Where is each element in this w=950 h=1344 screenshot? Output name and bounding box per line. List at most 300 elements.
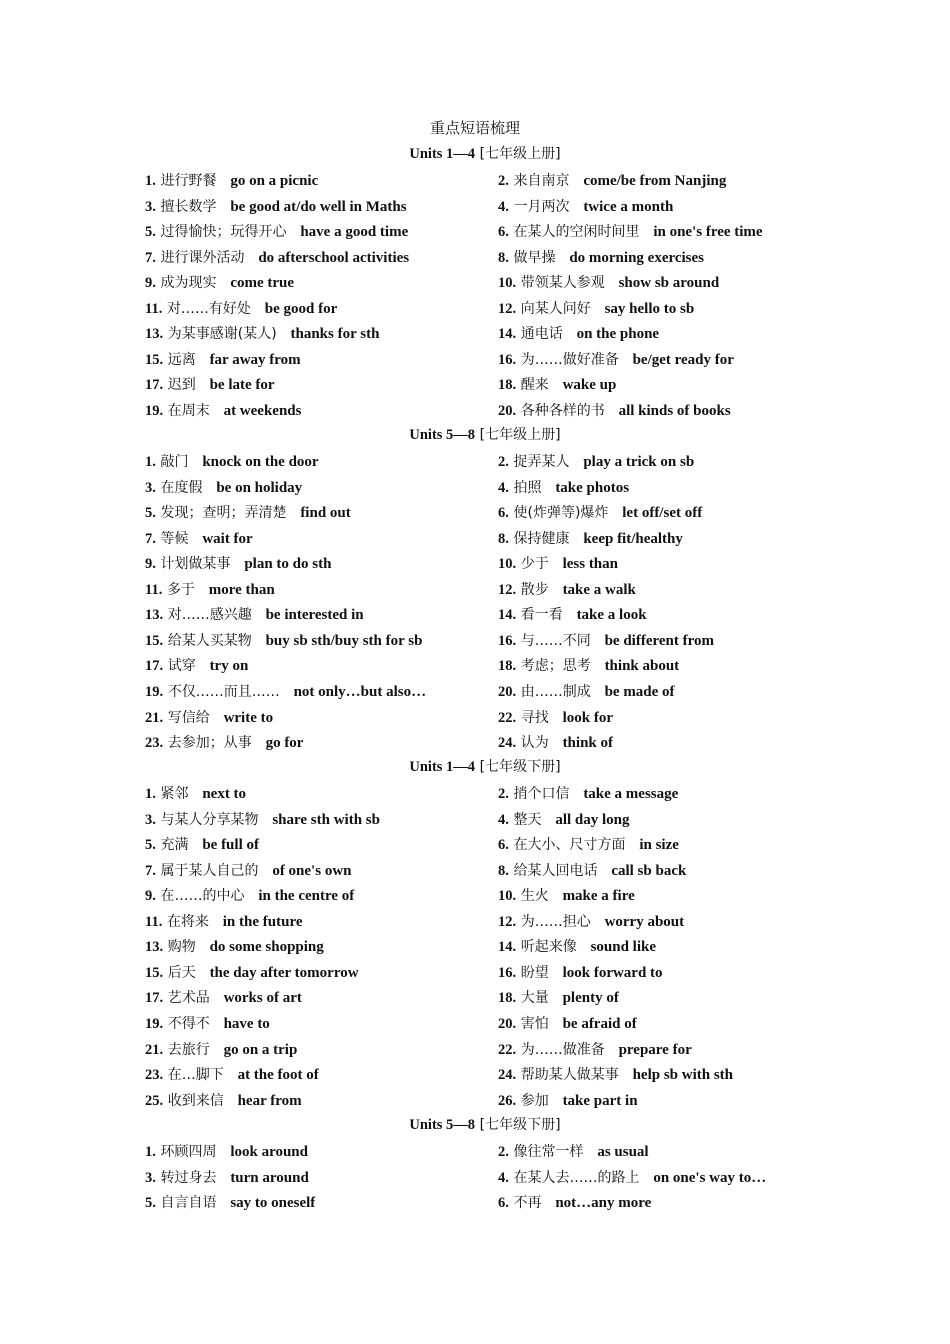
phrase-entry — [498, 987, 619, 1009]
phrase-row — [0, 1192, 950, 1218]
phrase-english: share sth with sb — [272, 811, 380, 828]
phrase-entry — [145, 221, 408, 243]
phrase-number: 16. — [498, 632, 517, 649]
phrase-english: plan to do sth — [244, 556, 332, 573]
phrase-chinese: 去旅行 — [167, 1041, 210, 1058]
phrase-number: 12. — [498, 300, 517, 317]
phrase-number: 4. — [498, 198, 509, 215]
phrase-chinese: 大量 — [520, 990, 549, 1007]
phrase-english: take part in — [562, 1092, 638, 1109]
phrase-row — [0, 987, 950, 1013]
section-grade: [七年级上册] — [479, 146, 561, 162]
phrase-number: 6. — [498, 224, 509, 241]
phrase-entry — [145, 298, 337, 320]
phrase-chinese: 听起来像 — [520, 939, 577, 956]
phrase-number: 24. — [498, 1067, 517, 1084]
phrase-chinese: 保持健康 — [513, 530, 570, 547]
phrase-english: think about — [604, 658, 680, 675]
phrase-english: next to — [202, 786, 247, 802]
phrase-entry — [145, 1064, 319, 1086]
phrase-english: look around — [230, 1144, 308, 1160]
phrase-row — [0, 1141, 950, 1167]
phrase-entry — [145, 604, 364, 626]
phrase-chinese: 试穿 — [167, 658, 196, 675]
phrase-row — [0, 911, 950, 937]
phrase-english: make a fire — [562, 888, 635, 905]
phrase-english: be on holiday — [216, 479, 303, 496]
phrase-chinese: 紧邻 — [160, 786, 189, 802]
phrase-row — [0, 1039, 950, 1065]
phrase-entry — [498, 681, 675, 703]
phrase-chinese: 与……不同 — [520, 632, 591, 649]
phrase-row — [0, 681, 950, 707]
phrase-row — [0, 885, 950, 911]
phrase-row — [0, 809, 950, 835]
phrase-english: more than — [208, 581, 275, 598]
phrase-row — [0, 604, 950, 630]
phrase-english: all day long — [555, 811, 630, 828]
phrase-number: 18. — [498, 377, 517, 394]
phrase-row — [0, 400, 950, 426]
phrase-entry — [145, 707, 273, 729]
phrase-number: 14. — [498, 939, 517, 956]
phrase-chinese: 属于某人自己的 — [160, 862, 259, 879]
phrase-number: 20. — [498, 1015, 517, 1032]
phrase-entry — [498, 1013, 637, 1035]
phrase-entry — [498, 962, 663, 984]
phrase-row — [0, 477, 950, 503]
phrase-row — [0, 528, 950, 554]
phrase-number: 3. — [145, 198, 156, 215]
phrase-entry — [498, 809, 630, 831]
phrase-number: 1. — [145, 1144, 156, 1160]
phrase-english: look forward to — [562, 964, 663, 981]
phrase-entry — [498, 528, 683, 550]
phrase-number: 3. — [145, 811, 156, 828]
phrase-chinese: 盼望 — [520, 964, 549, 981]
phrase-chinese: 为……做好准备 — [520, 351, 619, 368]
phrase-number: 9. — [145, 888, 156, 905]
phrase-number: 12. — [498, 581, 517, 598]
phrase-entry — [498, 707, 613, 729]
phrase-number: 19. — [145, 683, 164, 700]
phrase-chinese: 害怕 — [520, 1015, 549, 1032]
phrase-entry — [145, 732, 303, 754]
phrase-english: buy sb sth/buy sth for sb — [265, 632, 423, 649]
phrase-number: 18. — [498, 990, 517, 1007]
phrase-chinese: 艺术品 — [167, 990, 210, 1007]
phrase-entry — [498, 911, 684, 933]
phrase-number: 1. — [145, 454, 156, 470]
phrase-number: 3. — [145, 479, 156, 496]
phrase-number: 26. — [498, 1092, 517, 1109]
phrase-english: all kinds of books — [618, 402, 731, 419]
phrase-number: 5. — [145, 1195, 156, 1212]
phrase-number: 17. — [145, 658, 164, 675]
phrase-number: 5. — [145, 505, 156, 522]
section-grade: [七年级下册] — [479, 759, 561, 775]
phrase-english: go for — [265, 735, 304, 752]
phrase-row — [0, 170, 950, 196]
phrase-number: 13. — [145, 607, 164, 624]
phrase-chinese: 生火 — [520, 888, 549, 905]
phrase-entry — [498, 783, 678, 805]
phrase-chinese: 成为现实 — [160, 275, 217, 292]
phrase-row — [0, 860, 950, 886]
phrase-chinese: 多于 — [166, 581, 195, 598]
phrase-number: 25. — [145, 1092, 164, 1109]
phrase-number: 2. — [498, 786, 509, 802]
phrase-entry — [145, 196, 407, 218]
phrase-chinese: 后天 — [167, 964, 196, 981]
phrase-chinese: 在周末 — [167, 402, 210, 419]
phrase-english: say hello to sb — [604, 300, 695, 317]
phrase-number: 5. — [145, 224, 156, 241]
phrase-english: far away from — [209, 351, 301, 368]
phrase-row — [0, 655, 950, 681]
phrase-english: wake up — [562, 377, 617, 394]
phrase-entry — [145, 272, 294, 294]
phrase-entry — [498, 1141, 649, 1163]
phrase-number: 18. — [498, 658, 517, 675]
phrase-number: 8. — [498, 530, 509, 547]
phrase-english: have a good time — [300, 224, 409, 241]
phrase-english: turn around — [230, 1169, 309, 1186]
phrase-english: works of art — [223, 990, 302, 1007]
phrase-english: have to — [223, 1015, 270, 1032]
phrase-chinese: 充满 — [160, 837, 189, 854]
phrase-english: in size — [639, 837, 679, 854]
phrase-entry — [498, 374, 616, 396]
phrase-english: let off/set off — [622, 505, 703, 522]
phrase-chinese: 远离 — [167, 351, 196, 368]
section-heading — [0, 144, 950, 164]
phrase-chinese: 给某人回电话 — [513, 862, 598, 879]
phrase-english: think of — [562, 735, 613, 752]
section-unit: Units 5—8 — [409, 427, 476, 443]
phrase-english: less than — [562, 556, 618, 573]
phrase-chinese: 带领某人参观 — [520, 275, 605, 292]
phrase-english: take a walk — [562, 581, 636, 598]
phrase-entry — [498, 1167, 766, 1189]
phrase-number: 17. — [145, 990, 164, 1007]
phrase-entry — [145, 1090, 302, 1112]
phrase-english: plenty of — [562, 990, 619, 1007]
phrase-chinese: 给某人买某物 — [167, 632, 252, 649]
phrase-english: not only…but also… — [293, 683, 427, 700]
phrase-chinese: 向某人问好 — [520, 300, 591, 317]
phrase-number: 13. — [145, 326, 164, 343]
phrase-english: wait for — [202, 530, 253, 547]
phrase-entry — [498, 1039, 692, 1061]
phrase-number: 6. — [498, 1195, 509, 1212]
phrase-number: 6. — [498, 837, 509, 854]
phrase-english: keep fit/healthy — [583, 530, 683, 547]
phrase-chinese: 散步 — [520, 581, 549, 598]
phrase-english: do some shopping — [209, 939, 324, 956]
phrase-english: the day after tomorrow — [209, 964, 359, 981]
phrase-number: 10. — [498, 888, 517, 905]
phrase-english: be made of — [604, 683, 675, 700]
phrase-english: write to — [223, 709, 274, 726]
phrase-english: thanks for sth — [290, 326, 380, 343]
phrase-chinese: 转过身去 — [160, 1169, 217, 1186]
phrase-entry — [145, 323, 379, 345]
phrase-number: 14. — [498, 607, 517, 624]
phrase-chinese: 考虑；思考 — [520, 658, 591, 675]
phrase-chinese: 各种各样的书 — [520, 402, 605, 419]
phrase-entry — [145, 528, 253, 550]
phrase-entry — [498, 196, 673, 218]
phrase-chinese: 做早操 — [513, 249, 556, 266]
phrase-entry — [145, 1167, 309, 1189]
phrase-row — [0, 553, 950, 579]
phrase-number: 15. — [145, 964, 164, 981]
phrase-english: at weekends — [223, 402, 302, 419]
phrase-entry — [498, 272, 719, 294]
phrase-english: be late for — [209, 377, 275, 394]
phrase-chinese: 擅长数学 — [160, 198, 217, 215]
phrase-english: in the future — [222, 913, 303, 930]
phrase-entry — [145, 451, 319, 473]
phrase-english: not…any more — [555, 1195, 652, 1212]
phrase-english: do afterschool activities — [258, 249, 410, 266]
phrase-chinese: 参加 — [520, 1092, 549, 1109]
phrase-row — [0, 247, 950, 273]
phrase-entry — [498, 834, 679, 856]
phrase-chinese: 与某人分享某物 — [160, 811, 259, 828]
phrase-number: 1. — [145, 173, 156, 189]
phrase-english: take a look — [576, 607, 647, 624]
phrase-entry — [145, 579, 275, 601]
phrase-entry — [145, 1013, 270, 1035]
phrase-entry — [498, 502, 702, 524]
phrase-chinese: 在…脚下 — [167, 1067, 224, 1084]
phrase-english: at the foot of — [237, 1067, 319, 1084]
phrase-entry — [145, 987, 302, 1009]
phrase-chinese: 在度假 — [160, 479, 203, 496]
phrase-row — [0, 1090, 950, 1116]
phrase-entry — [498, 655, 679, 677]
phrase-number: 12. — [498, 913, 517, 930]
phrase-number: 2. — [498, 454, 509, 470]
phrase-row — [0, 834, 950, 860]
phrase-english: be afraid of — [562, 1015, 637, 1032]
section-grade: [七年级上册] — [479, 427, 561, 443]
phrase-english: help sb with sth — [632, 1067, 734, 1084]
section-grade: [七年级下册] — [479, 1117, 561, 1133]
phrase-chinese: 不仅……而且…… — [167, 683, 280, 700]
phrase-number: 2. — [498, 1144, 509, 1160]
phrase-row — [0, 962, 950, 988]
phrase-chinese: 认为 — [520, 735, 549, 752]
phrase-chinese: 在将来 — [166, 913, 209, 930]
phrase-number: 7. — [145, 862, 156, 879]
phrase-entry — [498, 860, 686, 882]
phrase-number: 7. — [145, 530, 156, 547]
phrase-entry — [145, 630, 422, 652]
phrase-chinese: 醒来 — [520, 377, 549, 394]
phrase-english: hear from — [237, 1092, 302, 1109]
phrase-english: on one's way to… — [653, 1169, 767, 1186]
phrase-chinese: 为……做准备 — [520, 1041, 605, 1058]
phrase-row — [0, 272, 950, 298]
section-unit: Units 5—8 — [409, 1117, 476, 1133]
phrase-english: twice a month — [583, 198, 674, 215]
phrase-entry — [145, 885, 354, 907]
phrase-number: 22. — [498, 709, 517, 726]
phrase-english: in one's free time — [653, 224, 763, 241]
phrase-row — [0, 502, 950, 528]
phrase-chinese: 由……制成 — [520, 683, 591, 700]
phrase-english: show sb around — [618, 275, 720, 292]
phrase-entry — [498, 1064, 733, 1086]
phrase-entry — [145, 655, 248, 677]
phrase-chinese: 计划做某事 — [160, 556, 231, 573]
phrase-chinese: 不再 — [513, 1195, 542, 1212]
phrase-english: be/get ready for — [632, 351, 734, 368]
phrase-english: prepare for — [618, 1041, 692, 1058]
phrase-entry — [498, 170, 726, 192]
phrase-english: do morning exercises — [569, 249, 705, 266]
phrase-entry — [498, 936, 656, 958]
phrase-entry — [498, 298, 694, 320]
phrase-entry — [498, 885, 635, 907]
phrase-row — [0, 1013, 950, 1039]
phrase-number: 4. — [498, 811, 509, 828]
phrase-number: 13. — [145, 939, 164, 956]
phrase-number: 15. — [145, 351, 164, 368]
phrase-chinese: 敲门 — [160, 454, 189, 470]
phrase-entry — [145, 834, 259, 856]
phrase-number: 21. — [145, 1041, 164, 1058]
phrase-entry — [145, 477, 302, 499]
phrase-chinese: 在大小、尺寸方面 — [513, 837, 626, 854]
phrase-row — [0, 374, 950, 400]
phrase-english: go on a trip — [223, 1041, 298, 1058]
phrase-row — [0, 323, 950, 349]
phrase-entry — [145, 349, 301, 371]
phrase-chinese: 像往常一样 — [513, 1144, 584, 1160]
phrase-number: 22. — [498, 1041, 517, 1058]
phrase-entry — [145, 170, 318, 192]
phrase-chinese: 整天 — [513, 811, 542, 828]
phrase-number: 23. — [145, 735, 164, 752]
phrase-entry — [498, 477, 629, 499]
phrase-entry — [145, 553, 331, 575]
phrase-row — [0, 732, 950, 758]
phrase-chinese: 捉弄某人 — [513, 454, 570, 470]
phrase-english: go on a picnic — [230, 173, 319, 189]
phrase-row — [0, 349, 950, 375]
phrase-english: sound like — [590, 939, 657, 956]
phrase-number: 17. — [145, 377, 164, 394]
phrase-chinese: 捎个口信 — [513, 786, 570, 802]
phrase-number: 16. — [498, 351, 517, 368]
phrase-english: play a trick on sb — [583, 454, 695, 470]
phrase-english: of one's own — [272, 862, 352, 879]
phrase-number: 5. — [145, 837, 156, 854]
phrase-chinese: 不得不 — [167, 1015, 210, 1032]
phrase-english: be different from — [604, 632, 714, 649]
phrase-english: try on — [209, 658, 249, 675]
phrase-chinese: 收到来信 — [167, 1092, 224, 1109]
phrase-entry — [498, 732, 613, 754]
phrase-row — [0, 221, 950, 247]
phrase-english: call sb back — [611, 862, 687, 879]
phrase-english: be good at/do well in Maths — [230, 198, 407, 215]
phrase-entry — [145, 962, 359, 984]
phrase-chinese: 进行课外活动 — [160, 249, 245, 266]
phrase-entry — [498, 400, 731, 422]
phrase-chinese: 购物 — [167, 939, 196, 956]
phrase-number: 23. — [145, 1067, 164, 1084]
phrase-chinese: 在某人去……的路上 — [513, 1169, 640, 1186]
phrase-number: 16. — [498, 964, 517, 981]
phrase-entry — [498, 1090, 638, 1112]
phrase-english: take photos — [555, 479, 630, 496]
phrase-number: 20. — [498, 683, 517, 700]
phrase-english: find out — [300, 505, 351, 522]
phrase-english: worry about — [604, 913, 685, 930]
phrase-entry — [498, 1192, 651, 1214]
page-title: 重点短语梳理 — [429, 119, 520, 137]
phrase-entry — [145, 1192, 315, 1214]
phrase-row — [0, 196, 950, 222]
phrase-entry — [145, 936, 324, 958]
phrase-english: be good for — [264, 300, 338, 317]
phrase-english: look for — [562, 709, 613, 726]
section-unit: Units 1—4 — [409, 146, 476, 162]
phrase-chinese: 过得愉快；玩得开心 — [160, 224, 287, 241]
phrase-entry — [498, 553, 618, 575]
phrase-number: 21. — [145, 709, 164, 726]
phrase-chinese: 发现；查明；弄清楚 — [160, 505, 287, 522]
phrase-chinese: 在某人的空闲时间里 — [513, 224, 640, 241]
phrase-row — [0, 298, 950, 324]
phrase-entry — [498, 247, 704, 269]
phrase-chinese: 为某事感谢(某人) — [167, 326, 277, 343]
phrase-number: 4. — [498, 1169, 509, 1186]
phrase-entry — [498, 579, 636, 601]
phrase-number: 1. — [145, 786, 156, 802]
phrase-number: 8. — [498, 249, 509, 266]
phrase-number: 20. — [498, 402, 517, 419]
phrase-english: be interested in — [265, 607, 364, 624]
phrase-row — [0, 630, 950, 656]
phrase-number: 19. — [145, 1015, 164, 1032]
phrase-entry — [145, 681, 426, 703]
phrase-number: 8. — [498, 862, 509, 879]
phrase-chinese: 环顾四周 — [160, 1144, 217, 1160]
phrase-entry — [145, 502, 351, 524]
phrase-chinese: 写信给 — [167, 709, 210, 726]
phrase-number: 9. — [145, 275, 156, 292]
phrase-entry — [145, 783, 246, 805]
phrase-entry — [498, 630, 714, 652]
phrase-chinese: 看一看 — [520, 607, 563, 624]
phrase-english: in the centre of — [258, 888, 355, 905]
phrase-entry — [145, 1039, 297, 1061]
phrase-english: say to oneself — [230, 1195, 316, 1212]
section-heading — [0, 425, 950, 445]
phrase-entry — [498, 451, 694, 473]
section-unit: Units 1—4 — [409, 759, 476, 775]
phrase-entry — [145, 911, 303, 933]
phrase-row — [0, 1064, 950, 1090]
phrase-chinese: 通电话 — [520, 326, 563, 343]
phrase-entry — [145, 809, 380, 831]
